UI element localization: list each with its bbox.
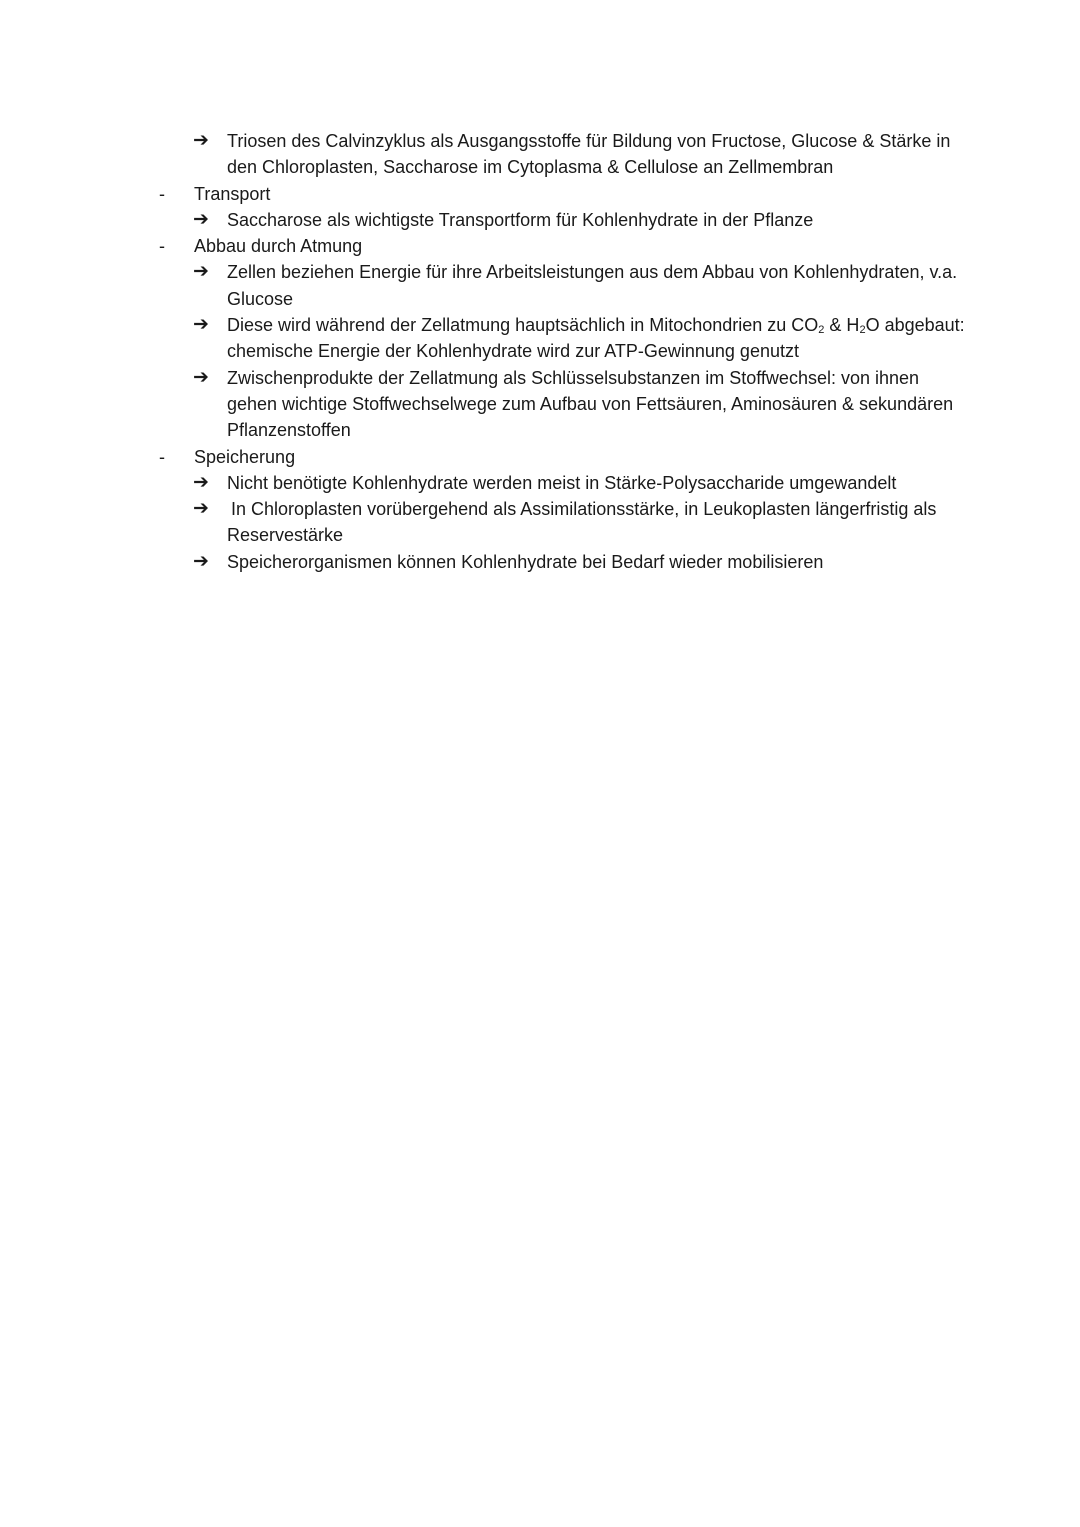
arrow-item-text: Zwischenprodukte der Zellatmung als Schlüsselsubstanzen im Stoffwechsel: von ihnen gehen wichtige Stoffwechselwege zum Aufbau von Fettsäuren, Aminosäuren & sekundären Pflanzenstoffen bbox=[227, 367, 954, 441]
section-heading: Speicherung bbox=[194, 446, 296, 467]
arrow-item-chloroplasten bbox=[150, 496, 970, 549]
text-part: Diese wird während der Zellatmung hauptsächlich in Mitochondrien zu CO bbox=[227, 315, 819, 336]
arrow-item-zellatmung bbox=[150, 312, 970, 365]
dash-bullet: - bbox=[159, 236, 165, 257]
arrow-item-energie bbox=[150, 259, 970, 312]
section-transport bbox=[150, 181, 970, 207]
arrow-icon: ➔ bbox=[193, 261, 209, 283]
section-speicherung bbox=[150, 444, 970, 470]
arrow-item-text: Speicherorganismen können Kohlenhydrate bei Bedarf wieder mobilisieren bbox=[227, 551, 824, 572]
dash-bullet: - bbox=[159, 183, 165, 204]
subscript: 2 bbox=[818, 324, 825, 337]
arrow-icon: ➔ bbox=[193, 471, 209, 493]
arrow-icon: ➔ bbox=[193, 130, 209, 151]
arrow-item-staerke bbox=[150, 470, 970, 496]
section-heading: Abbau durch Atmung bbox=[194, 236, 363, 257]
arrow-item-saccharose bbox=[150, 207, 970, 233]
arrow-icon: ➔ bbox=[193, 498, 209, 520]
arrow-item-text: Zellen beziehen Energie für ihre Arbeitsleistungen aus dem Abbau von Kohlenhydraten, v.a. Glucose bbox=[227, 262, 958, 309]
dash-bullet: - bbox=[159, 446, 165, 467]
arrow-icon: ➔ bbox=[193, 314, 209, 336]
section-abbau bbox=[150, 233, 970, 259]
arrow-item-text: Nicht benötigte Kohlenhydrate werden meist in Stärke-Polysaccharide umgewandelt bbox=[227, 472, 897, 493]
arrow-item-mobilisieren bbox=[150, 549, 970, 575]
arrow-item-zwischenprodukte bbox=[150, 365, 970, 444]
arrow-item-text: Triosen des Calvinzyklus als Ausgangsstoffe für Bildung von Fructose, Glucose & Stärke in den Chloroplasten, Saccharose im Cytoplasma & Cellulose an Zellmembran bbox=[227, 131, 951, 178]
arrow-item-text: In Chloroplasten vorübergehend als Assimilationsstärke, in Leukoplasten längerfristig als Reservestärke bbox=[227, 499, 937, 546]
text-part: & H bbox=[824, 315, 860, 336]
arrow-item-triosen bbox=[150, 128, 970, 181]
arrow-icon: ➔ bbox=[193, 208, 209, 230]
notes-content bbox=[150, 128, 970, 575]
text-part: O abgebaut: chemische Energie der Kohlenhydrate wird zur ATP-Gewinnung genutzt bbox=[227, 315, 965, 362]
arrow-icon: ➔ bbox=[193, 366, 209, 388]
arrow-item-text bbox=[227, 312, 970, 365]
section-heading: Transport bbox=[194, 183, 271, 204]
arrow-icon: ➔ bbox=[193, 550, 209, 572]
subscript: 2 bbox=[859, 324, 866, 337]
arrow-item-text: Saccharose als wichtigste Transportform für Kohlenhydrate in der Pflanze bbox=[227, 209, 814, 230]
